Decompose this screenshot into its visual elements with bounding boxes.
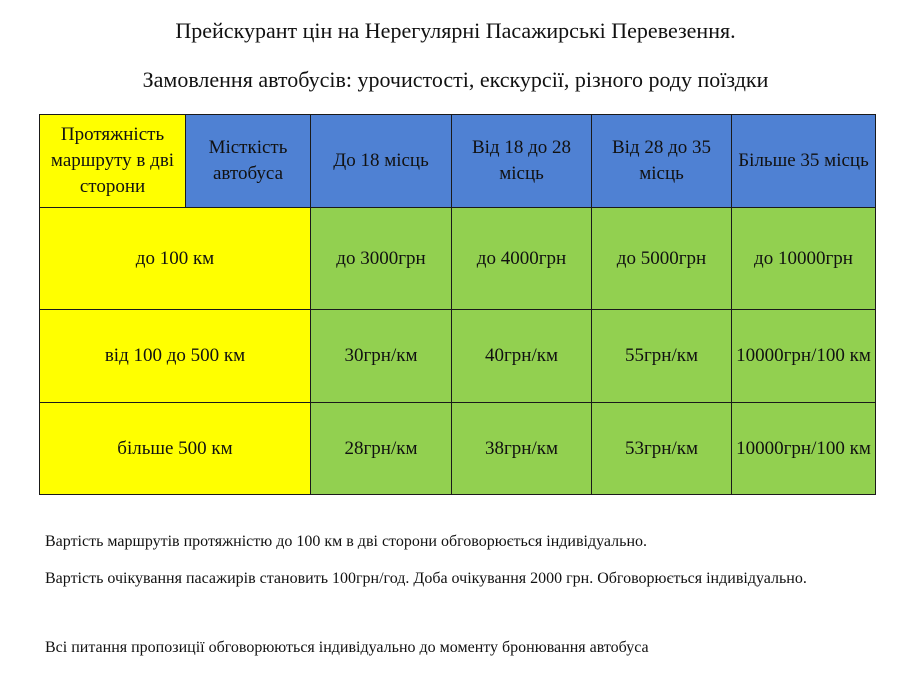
header-col-3: Від 28 до 35 місць: [592, 115, 732, 208]
table-cell: до 3000грн: [311, 208, 452, 310]
table-row: [40, 208, 876, 310]
row-label: до 100 км: [40, 208, 311, 310]
table-cell: 38грн/км: [452, 403, 592, 495]
header-route-length: Протяжність маршруту в дві сторони: [40, 115, 186, 208]
row-label: більше 500 км: [40, 403, 311, 495]
table-cell: до 10000грн: [732, 208, 876, 310]
table-cell: до 5000грн: [592, 208, 732, 310]
page-subtitle: Замовлення автобусів: урочистості, екскурсії, різного роду поїздки: [142, 67, 769, 92]
table-cell: 40грн/км: [452, 310, 592, 403]
header-capacity: Місткість автобуса: [186, 115, 311, 208]
table-row: [40, 403, 876, 495]
header-col-4: Більше 35 місць: [732, 115, 876, 208]
table-cell: 53грн/км: [592, 403, 732, 495]
header-col-2: Від 18 до 28 місць: [452, 115, 592, 208]
page-title: Прейскурант цін на Нерегулярні Пасажирські Перевезення.: [175, 18, 736, 43]
row-label: від 100 до 500 км: [40, 310, 311, 403]
note-route-pricing: Вартість маршрутів протяжністю до 100 км в дві сторони обговорюється індивідуально.: [45, 533, 647, 550]
table-cell: 30грн/км: [311, 310, 452, 403]
header-col-1: До 18 місць: [311, 115, 452, 208]
note-waiting-cost: Вартість очікування пасажирів становить 100грн/год. Доба очікування 2000 грн. Обговорюється індивідуально.: [45, 570, 807, 587]
note-individual-discussion: Всі питання пропозиції обговорюються індивідуально до моменту бронювання автобуса: [45, 639, 649, 656]
table-header-row: [40, 115, 876, 208]
price-table: [39, 114, 876, 495]
table-row: [40, 310, 876, 403]
table-cell: до 4000грн: [452, 208, 592, 310]
table-cell: 28грн/км: [311, 403, 452, 495]
table-cell: 55грн/км: [592, 310, 732, 403]
table-cell: 10000грн/100 км: [732, 310, 876, 403]
table-cell: 10000грн/100 км: [732, 403, 876, 495]
